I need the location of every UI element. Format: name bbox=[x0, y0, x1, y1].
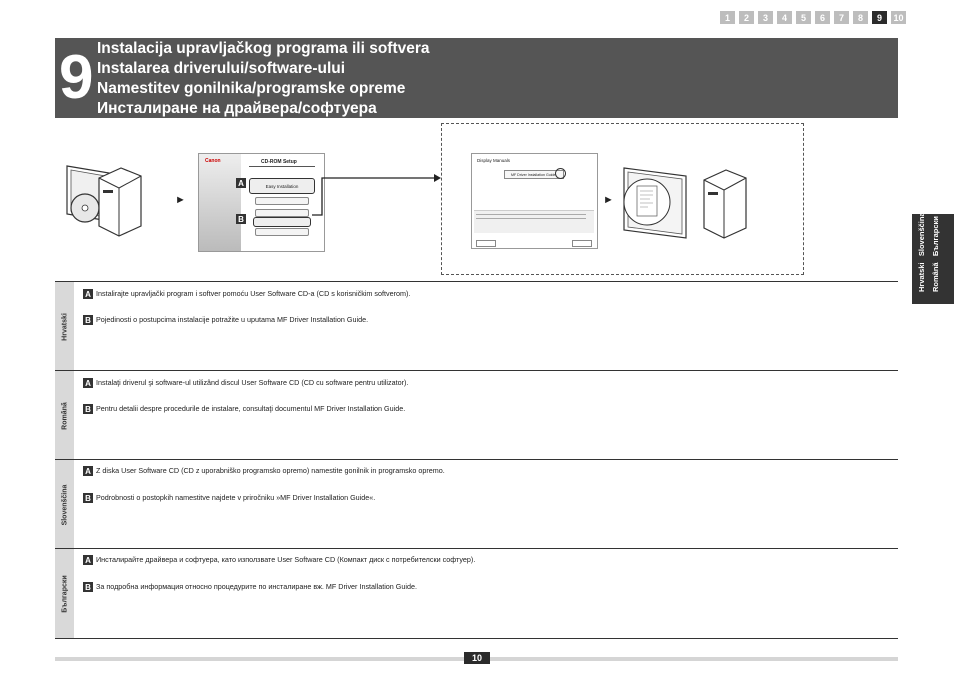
section-hrvatski bbox=[55, 281, 898, 371]
exit-button[interactable] bbox=[572, 240, 592, 247]
connector-line bbox=[312, 170, 442, 220]
instruction-a-text: Instalirajte upravljački program i softver pomoću User Software CD-a (CD s korisničkim softverom). bbox=[96, 289, 411, 298]
badge-a-icon: A bbox=[83, 466, 93, 476]
header-titles bbox=[97, 39, 430, 119]
instruction-a bbox=[83, 289, 410, 299]
step-tab-5[interactable]: 5 bbox=[796, 11, 811, 24]
step-tab-2[interactable]: 2 bbox=[739, 11, 754, 24]
badge-b-icon: B bbox=[83, 582, 93, 592]
cdrom-setup-window bbox=[198, 153, 325, 252]
instruction-b-text: Podrobnosti o postopkih namestitve najdete v priročniku »MF Driver Installation Guide«. bbox=[96, 493, 376, 502]
page-number: 10 bbox=[464, 652, 490, 664]
display-manuals-title: Display Manuals bbox=[477, 158, 511, 163]
step-tab-4[interactable]: 4 bbox=[777, 11, 792, 24]
title-bulgarian: Инсталиране на драйвера/софтуера bbox=[97, 100, 377, 117]
section-header bbox=[55, 38, 898, 118]
title-slovenscina: Namestitev gonilnika/programske opreme bbox=[97, 80, 406, 97]
arrow-right-icon: ► bbox=[175, 194, 186, 206]
computer-manual-illustration bbox=[620, 158, 750, 250]
badge-a-icon: A bbox=[83, 555, 93, 565]
instruction-a-text: Z diska User Software CD (CD z uporabniško programsko opremo) namestite gonilnik in programsko opremo. bbox=[96, 466, 445, 475]
title-hrvatski: Instalacija upravljačkog programa ili softvera bbox=[97, 40, 430, 57]
open-manual-icon[interactable] bbox=[555, 168, 566, 179]
step-tab-1[interactable]: 1 bbox=[720, 11, 735, 24]
step-navigation bbox=[720, 11, 906, 24]
step-tab-8[interactable]: 8 bbox=[853, 11, 868, 24]
step-tab-10[interactable]: 10 bbox=[891, 11, 906, 24]
instruction-a bbox=[83, 378, 408, 388]
instruction-b bbox=[83, 493, 375, 503]
instruction-b bbox=[83, 404, 405, 414]
badge-a-icon: A bbox=[236, 178, 246, 188]
instruction-b-text: За подробна информация относно процедурите по инсталиране вж. MF Driver Installation Guide. bbox=[96, 582, 417, 591]
mf-driver-guide-label: MF Driver Installation Guide bbox=[511, 172, 556, 177]
section-label: Română bbox=[61, 401, 68, 430]
easy-installation-label: Easy Installation bbox=[265, 183, 299, 189]
arrow-right-icon-2: ► bbox=[603, 194, 614, 206]
section-label: Български bbox=[61, 574, 68, 613]
badge-a-icon: A bbox=[83, 378, 93, 388]
instruction-a-text: Instalaţi driverul şi software-ul utilizând discul User Software CD (CD cu software pentru utilizator). bbox=[96, 378, 409, 387]
instruction-a bbox=[83, 466, 445, 476]
instruction-b-text: Pentru detalii despre procedurile de instalare, consultaţi documentul MF Driver Installation Guide. bbox=[96, 404, 406, 413]
section-bulgarian bbox=[55, 548, 898, 639]
step-tab-3[interactable]: 3 bbox=[758, 11, 773, 24]
badge-b-icon: B bbox=[236, 214, 246, 224]
side-tab-romana: Română bbox=[931, 262, 940, 292]
display-manuals-window bbox=[471, 153, 598, 249]
step-tab-6[interactable]: 6 bbox=[815, 11, 830, 24]
badge-b-icon: B bbox=[83, 315, 93, 325]
step-number: 9 bbox=[59, 43, 94, 112]
section-slovenscina bbox=[55, 459, 898, 549]
back-button[interactable] bbox=[476, 240, 496, 247]
title-romana: Instalarea driverului/software-ului bbox=[97, 60, 346, 77]
badge-b-icon: B bbox=[83, 493, 93, 503]
step-tab-9-active[interactable]: 9 bbox=[872, 11, 887, 24]
canon-logo: Canon bbox=[205, 158, 221, 164]
section-romana bbox=[55, 370, 898, 460]
section-label: Slovenščina bbox=[61, 484, 68, 525]
language-side-tab bbox=[912, 214, 954, 304]
instruction-b bbox=[83, 582, 417, 592]
computer-cd-illustration bbox=[63, 160, 143, 240]
side-tab-slovenscina: Slovenščina bbox=[917, 212, 926, 257]
cdrom-setup-title: CD-ROM Setup bbox=[261, 159, 297, 165]
instruction-a-text: Инсталирайте драйвера и софтуера, като използвате User Software CD (Компакт диск с потребителски софтуер). bbox=[96, 555, 476, 564]
side-tab-hrvatski: Hrvatski bbox=[917, 262, 926, 292]
instruction-a bbox=[83, 555, 475, 565]
section-label: Hrvatski bbox=[61, 312, 68, 341]
easy-installation-button[interactable] bbox=[249, 178, 315, 194]
side-tab-bulgarian: Български bbox=[931, 216, 940, 257]
badge-b-icon: B bbox=[83, 404, 93, 414]
instruction-b bbox=[83, 315, 368, 325]
badge-a-icon: A bbox=[83, 289, 93, 299]
instruction-b-text: Pojedinosti o postupcima instalacije potražite u uputama MF Driver Installation Guide. bbox=[96, 315, 369, 324]
display-manuals-button[interactable] bbox=[253, 217, 311, 227]
step-tab-7[interactable]: 7 bbox=[834, 11, 849, 24]
